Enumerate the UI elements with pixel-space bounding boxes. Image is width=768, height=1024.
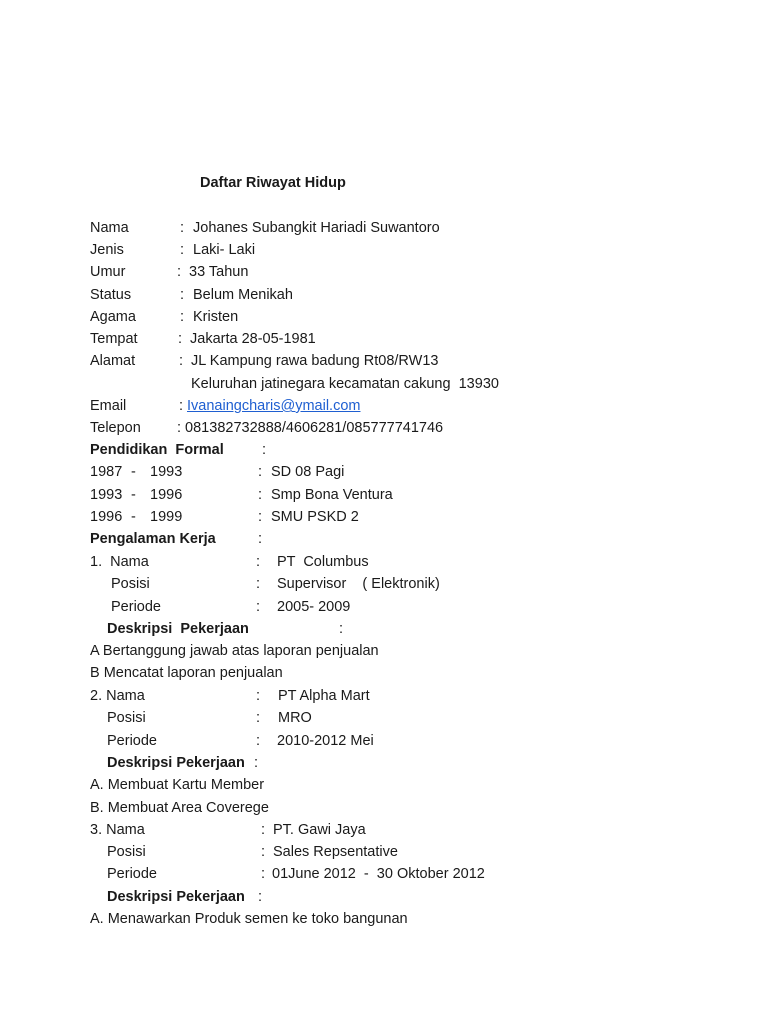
job-3-periode-separator: : [261,866,266,882]
alamat-separator: : [179,353,184,369]
edu-row-1-dash: - [131,464,136,480]
telepon-value: : 081382732888/4606281/085777741746 [177,420,444,436]
job-1-nama-separator: : [256,554,261,570]
edu-row-2-school: Smp Bona Ventura [271,487,393,503]
umur-separator: : [177,264,182,280]
job-3-posisi-separator: : [261,844,266,860]
job-2-nama-separator: : [256,688,261,704]
nama-separator: : [180,220,185,236]
email-separator: : [179,398,184,414]
edu-row-2-dash: - [131,487,136,503]
edu-row-1-to: 1993 [150,464,183,480]
agama-label: Agama [90,309,136,325]
job-1-desc-item-2: B Mencatat laporan penjualan [90,665,283,681]
job-3-posisi-value: Sales Repsentative [273,844,398,860]
edu-row-3-dash: - [131,509,136,525]
job-2-posisi-label: Posisi [107,710,146,726]
job-2-periode-separator: : [256,733,261,749]
edu-row-1-from: 1987 [90,464,123,480]
edu-row-1-separator: : [258,464,263,480]
job-2-posisi-separator: : [256,710,261,726]
job-3-nama-value: PT. Gawi Jaya [273,822,366,838]
job-2-periode-label: Periode [107,733,157,749]
email-link[interactable]: Ivanaingcharis@ymail.com [187,398,361,414]
job-3-desc-label: Deskripsi Pekerjaan [107,889,245,905]
nama-value: Johanes Subangkit Hariadi Suwantoro [193,220,440,236]
edu-row-2-from: 1993 [90,487,123,503]
job-1-nama-label: 1. Nama [90,554,149,570]
job-2-nama-value: PT Alpha Mart [278,688,370,704]
jenis-value: Laki- Laki [193,242,256,258]
experience-heading-separator: : [258,531,263,547]
job-3-periode-value: 01June 2012 - 30 Oktober 2012 [272,866,485,882]
agama-value: Kristen [193,309,239,325]
job-2-desc-label: Deskripsi Pekerjaan [107,755,245,771]
education-heading-separator: : [262,442,267,458]
nama-label: Nama [90,220,129,236]
umur-value: 33 Tahun [189,264,249,280]
job-1-posisi-label: Posisi [111,576,150,592]
agama-separator: : [180,309,185,325]
job-2-desc-item-2: B. Membuat Area Coverege [90,800,269,816]
edu-row-3-school: SMU PSKD 2 [271,509,359,525]
job-1-periode-label: Periode [111,599,161,615]
job-2-desc-item-1: A. Membuat Kartu Member [90,777,265,793]
status-separator: : [180,287,185,303]
alamat-value-line-1: JL Kampung rawa badung Rt08/RW13 [191,353,439,369]
job-2-posisi-value: MRO [278,710,312,726]
job-2-periode-value: 2010-2012 Mei [277,733,374,749]
tempat-value: Jakarta 28-05-1981 [190,331,316,347]
job-1-desc-separator: : [339,621,344,637]
document-title: Daftar Riwayat Hidup [200,175,346,191]
job-3-desc-separator: : [258,889,263,905]
tempat-label: Tempat [90,331,138,347]
education-heading: Pendidikan Formal [90,442,224,458]
alamat-value-line-2: Keluruhan jatinegara kecamatan cakung 13930 [191,376,499,392]
status-value: Belum Menikah [193,287,293,303]
job-1-posisi-value: Supervisor ( Elektronik) [277,576,440,592]
job-1-periode-separator: : [256,599,261,615]
email-label: Email [90,398,127,414]
jenis-separator: : [180,242,185,258]
job-2-nama-label: 2. Nama [90,688,145,704]
status-label: Status [90,287,132,303]
telepon-label: Telepon [90,420,141,436]
edu-row-3-to: 1999 [150,509,183,525]
jenis-label: Jenis [90,242,124,258]
edu-row-3-from: 1996 [90,509,123,525]
umur-label: Umur [90,264,126,280]
job-1-desc-item-1: A Bertanggung jawab atas laporan penjualan [90,643,379,659]
tempat-separator: : [178,331,183,347]
job-3-periode-label: Periode [107,866,157,882]
job-1-periode-value: 2005- 2009 [277,599,351,615]
job-1-posisi-separator: : [256,576,261,592]
edu-row-2-separator: : [258,487,263,503]
job-3-nama-label: 3. Nama [90,822,145,838]
job-3-desc-item-1: A. Menawarkan Produk semen ke toko bangunan [90,911,408,927]
edu-row-1-school: SD 08 Pagi [271,464,345,480]
edu-row-3-separator: : [258,509,263,525]
job-3-nama-separator: : [261,822,266,838]
job-3-posisi-label: Posisi [107,844,146,860]
job-1-nama-value: PT Columbus [277,554,369,570]
experience-heading: Pengalaman Kerja [90,531,216,547]
edu-row-2-to: 1996 [150,487,183,503]
job-1-desc-label: Deskripsi Pekerjaan [107,621,249,637]
alamat-label: Alamat [90,353,136,369]
job-2-desc-separator: : [254,755,259,771]
